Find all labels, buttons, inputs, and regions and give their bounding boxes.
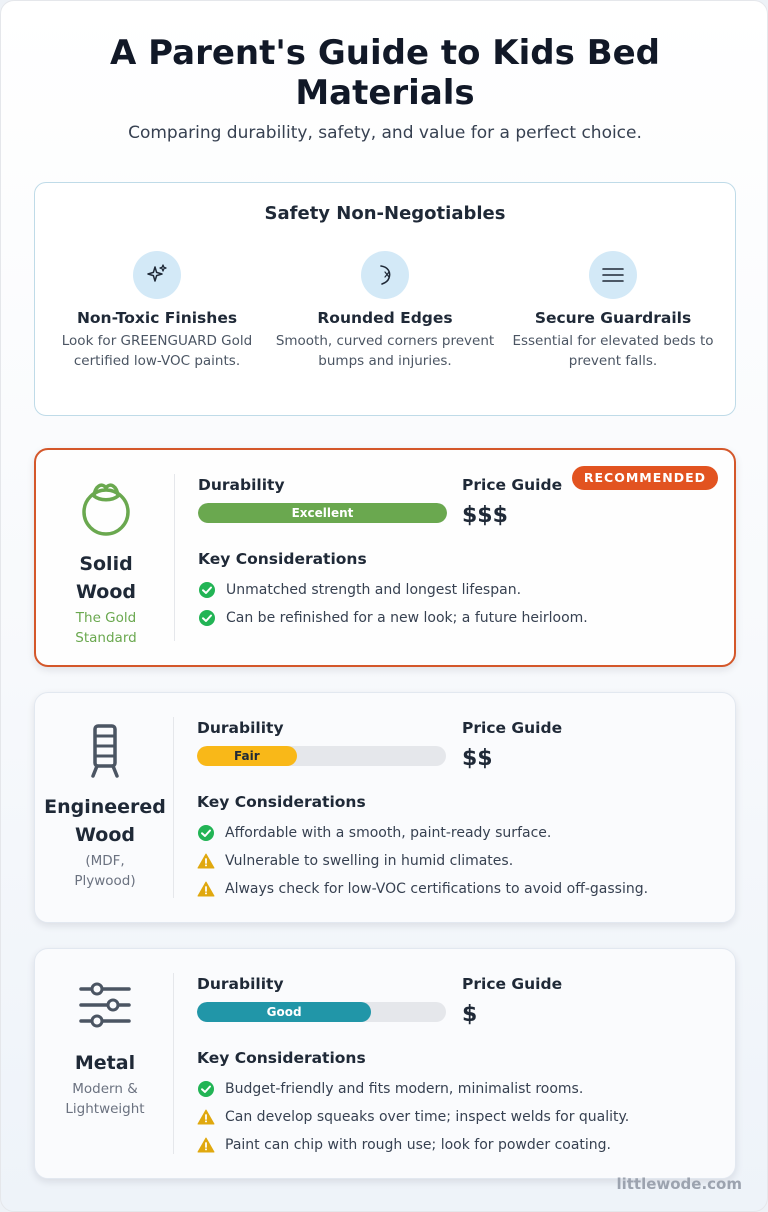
consideration-item	[197, 875, 648, 903]
site-watermark: littlewode.com	[616, 1175, 742, 1193]
durability-bar	[197, 1002, 446, 1022]
considerations-label: Key Considerations	[198, 550, 367, 568]
sparkle-icon	[133, 251, 181, 299]
check-circle-icon	[197, 1080, 215, 1098]
consideration-item	[197, 1131, 629, 1159]
durability-label: Durability	[198, 476, 285, 494]
price-value: $	[462, 1002, 478, 1027]
material-identity	[35, 979, 175, 1119]
sliders-icon	[35, 979, 175, 1035]
material-name: Engineered Wood	[44, 796, 166, 846]
material-identity	[35, 723, 175, 891]
page-subtitle: Comparing durability, safety, and value for a perfect choice.	[128, 123, 642, 143]
consideration-item	[197, 847, 648, 875]
durability-label: Durability	[197, 975, 284, 993]
considerations-list	[197, 1075, 629, 1159]
price-label: Price Guide	[462, 719, 563, 737]
safety-item-desc: Smooth, curved corners prevent bumps and injuries.	[275, 333, 495, 369]
durability-label: Durability	[197, 719, 284, 737]
consideration-text: Vulnerable to swelling in humid climates.	[225, 853, 514, 869]
safety-item-title: Rounded Edges	[317, 309, 453, 327]
consideration-text: Affordable with a smooth, paint-ready surface.	[225, 825, 552, 841]
card-divider	[173, 717, 174, 898]
warning-icon	[197, 880, 215, 898]
card-divider	[174, 474, 175, 641]
material-tagline: Modern & Lightweight	[65, 1081, 145, 1117]
safety-item-guardrails	[503, 251, 723, 371]
guardrail-icon	[589, 251, 637, 299]
material-tagline: The Gold Standard	[75, 610, 137, 646]
durability-value: Fair	[233, 749, 260, 763]
consideration-item	[198, 576, 588, 604]
material-card-engineered-wood	[34, 692, 736, 923]
considerations-list	[198, 576, 588, 632]
consideration-item	[197, 1075, 629, 1103]
wood-knot-icon	[36, 476, 176, 536]
durability-value: Good	[266, 1005, 302, 1019]
durability-bar-fill	[197, 746, 297, 766]
safety-item-title: Secure Guardrails	[534, 309, 692, 327]
ladder-icon	[35, 723, 175, 779]
consideration-text: Unmatched strength and longest lifespan.	[226, 582, 522, 598]
safety-item-non-toxic	[47, 251, 267, 371]
consideration-item	[197, 819, 648, 847]
safety-item-rounded-edges	[275, 251, 495, 371]
durability-bar-fill	[198, 503, 447, 523]
durability-bar	[198, 503, 447, 523]
safety-item-desc: Look for GREENGUARD Gold certified low-VOC paints.	[61, 333, 253, 369]
considerations-label: Key Considerations	[197, 1049, 366, 1067]
warning-icon	[197, 852, 215, 870]
check-circle-icon	[197, 824, 215, 842]
material-card-solid-wood	[34, 448, 736, 667]
rounded-corner-icon	[361, 251, 409, 299]
safety-item-title: Non-Toxic Finishes	[76, 309, 238, 327]
material-name: Metal	[74, 1052, 136, 1074]
check-circle-icon	[198, 609, 216, 627]
durability-bar	[197, 746, 446, 766]
safety-title: Safety Non-Negotiables	[264, 203, 506, 224]
safety-section	[34, 182, 736, 416]
page-title: A Parent's Guide to Kids Bed Materials	[109, 33, 661, 113]
recommended-badge: RECOMMENDED	[572, 466, 718, 490]
consideration-text: Always check for low-VOC certifications to avoid off-gassing.	[225, 881, 649, 897]
safety-item-desc: Essential for elevated beds to prevent falls.	[512, 333, 714, 369]
consideration-text: Paint can chip with rough use; look for powder coating.	[225, 1137, 612, 1153]
considerations-label: Key Considerations	[197, 793, 366, 811]
warning-icon	[197, 1136, 215, 1154]
material-card-metal	[34, 948, 736, 1179]
card-divider	[173, 973, 174, 1154]
check-circle-icon	[198, 581, 216, 599]
consideration-item	[197, 1103, 629, 1131]
considerations-list	[197, 819, 648, 903]
material-identity	[36, 476, 176, 648]
consideration-text: Can develop squeaks over time; inspect welds for quality.	[225, 1109, 630, 1125]
material-name: Solid Wood	[76, 553, 136, 603]
consideration-text: Budget-friendly and fits modern, minimalist rooms.	[225, 1081, 584, 1097]
price-value: $$$	[462, 503, 508, 528]
durability-bar-fill	[197, 1002, 371, 1022]
durability-value: Excellent	[291, 506, 354, 520]
price-label: Price Guide	[462, 975, 563, 993]
warning-icon	[197, 1108, 215, 1126]
material-tagline: (MDF, Plywood)	[74, 853, 136, 889]
consideration-item	[198, 604, 588, 632]
price-value: $$	[462, 746, 493, 771]
consideration-text: Can be refinished for a new look; a future heirloom.	[226, 610, 588, 626]
price-label: Price Guide	[462, 476, 563, 494]
